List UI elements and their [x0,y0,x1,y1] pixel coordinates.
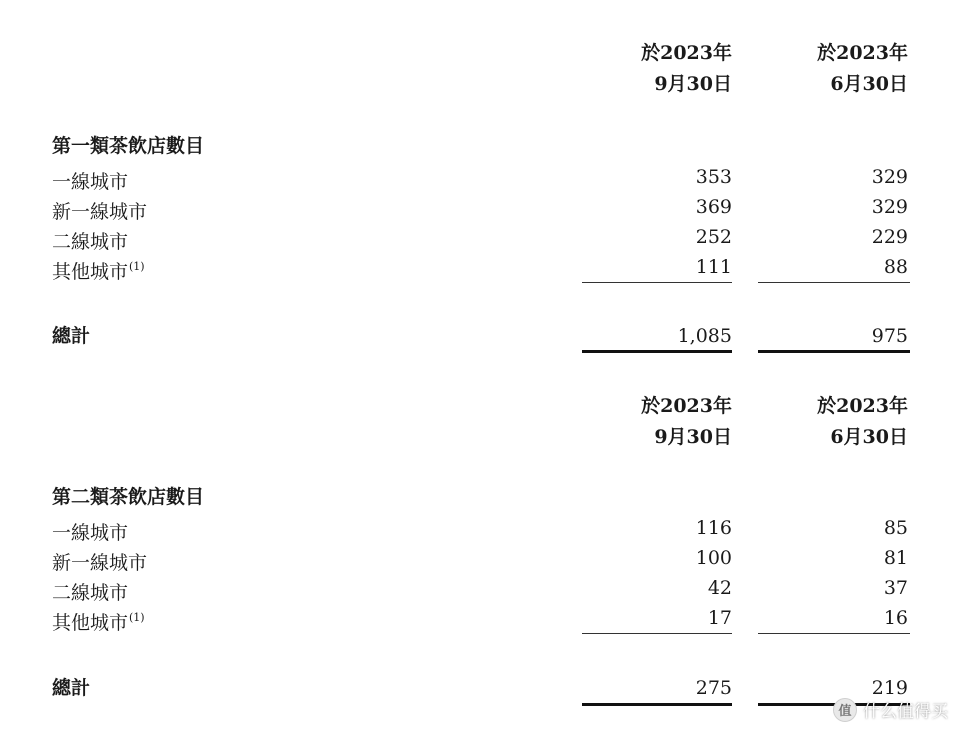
total-jun30: 975 [871,325,908,347]
subtotal-rule [582,282,732,283]
table-row [0,224,960,254]
footnote-marker: (1) [129,611,145,624]
total-rule [582,703,732,706]
column-header-jun30: 於2023年 6月30日 [817,395,908,448]
value-jun30: 88 [883,256,908,278]
total-row [0,675,960,705]
watermark [833,697,948,722]
watermark-text: 什么值得买 [863,702,948,722]
table-row [0,254,960,284]
watermark-logo-icon: 值 [833,698,857,722]
subtotal-rule [758,282,910,283]
total-sep30: 275 [695,677,732,699]
table-row [0,515,960,545]
total-row [0,323,960,353]
value-sep30: 17 [707,607,732,629]
row-label: 二線城市 [52,231,129,253]
value-sep30: 369 [695,196,732,218]
row-label: 其他城市$^{(1)}$ [52,611,145,634]
row-label: 新一線城市 [52,552,148,574]
total-rule [758,350,910,353]
row-label: 一線城市 [52,171,129,193]
section-title: 第二類茶飲店數目 [52,486,205,508]
section-title: 第一類茶飲店數目 [52,135,205,157]
value-jun30: 329 [871,166,908,188]
value-sep30: 353 [695,166,732,188]
total-rule [582,350,732,353]
table-row [0,545,960,575]
table-row [0,605,960,635]
total-sep30: 1,085 [677,325,732,347]
value-jun30: 81 [883,547,908,569]
value-sep30: 100 [695,547,732,569]
table-row [0,575,960,605]
column-header-sep30: 於2023年 9月30日 [641,42,732,95]
value-sep30: 116 [695,517,732,539]
row-label: 一線城市 [52,522,129,544]
row-label: 新一線城市 [52,201,148,223]
table-row [0,194,960,224]
footnote-marker: (1) [129,260,145,273]
value-sep30: 111 [695,256,732,278]
subtotal-rule [758,633,910,634]
total-jun30: 219 [871,677,908,699]
column-header-sep30: 於2023年 9月30日 [641,395,732,448]
value-jun30: 16 [883,607,908,629]
total-label: 總計 [52,677,91,699]
row-label: 其他城市$^{(1)}$ [52,260,145,283]
value-jun30: 329 [871,196,908,218]
subtotal-rule [582,633,732,634]
total-label: 總計 [52,325,91,347]
column-header-jun30: 於2023年 6月30日 [817,42,908,95]
value-sep30: 252 [695,226,732,248]
value-jun30: 37 [883,577,908,599]
row-label: 二線城市 [52,582,129,604]
value-jun30: 85 [883,517,908,539]
value-jun30: 229 [871,226,908,248]
table-row [0,164,960,194]
value-sep30: 42 [707,577,732,599]
